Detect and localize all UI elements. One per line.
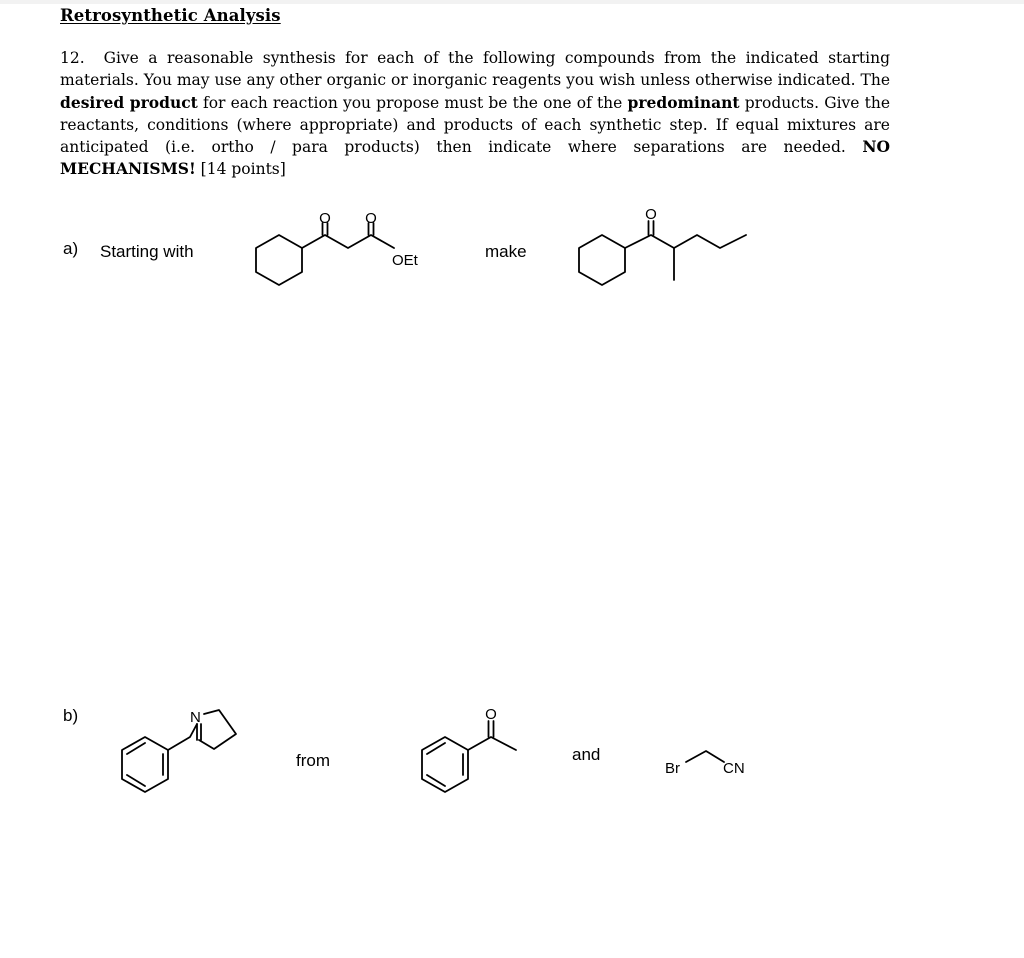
question-number: 12. (60, 49, 85, 67)
atom-n: N (190, 709, 201, 726)
part-b-and: and (572, 745, 601, 764)
atom-o-ester: O (365, 210, 377, 227)
atom-o-b1: O (485, 706, 497, 723)
part-a-make: make (485, 242, 527, 261)
question-body-3: products. Give the reactants, conditions (where appropriate) and products of each synthetic step. If equal mixtures are anticipated (i.e. ortho / para products) then indicate where separations are needed. (60, 93, 890, 157)
question-body-2: for each reaction you propose must be the one of the (197, 93, 628, 112)
bold-desired-product: desired product (60, 92, 198, 112)
question-body-1: Give a reasonable synthesis for each of the following compounds from the indicated starting materials. You may use any other organic or inorganic reagents you wish unless otherwise indicated. The (60, 49, 891, 90)
atom-o-ketone: O (319, 210, 331, 227)
bold-no-mechanisms: NO MECHANISMS! (60, 137, 890, 179)
chain-b2 (686, 751, 724, 762)
page-title: Retrosynthetic Analysis (60, 6, 281, 25)
atom-oet: OEt (392, 252, 418, 269)
part-a-label: a) (63, 239, 79, 258)
part-a-starting-with: Starting with (100, 242, 194, 261)
bold-predominant: predominant (627, 92, 740, 112)
atom-br: Br (665, 760, 680, 777)
part-b-from: from (296, 751, 330, 770)
atom-cn: CN (723, 760, 745, 777)
atom-o-product: O (645, 206, 657, 223)
question-points: [14 points] (195, 160, 286, 179)
part-b-label: b) (63, 706, 79, 725)
